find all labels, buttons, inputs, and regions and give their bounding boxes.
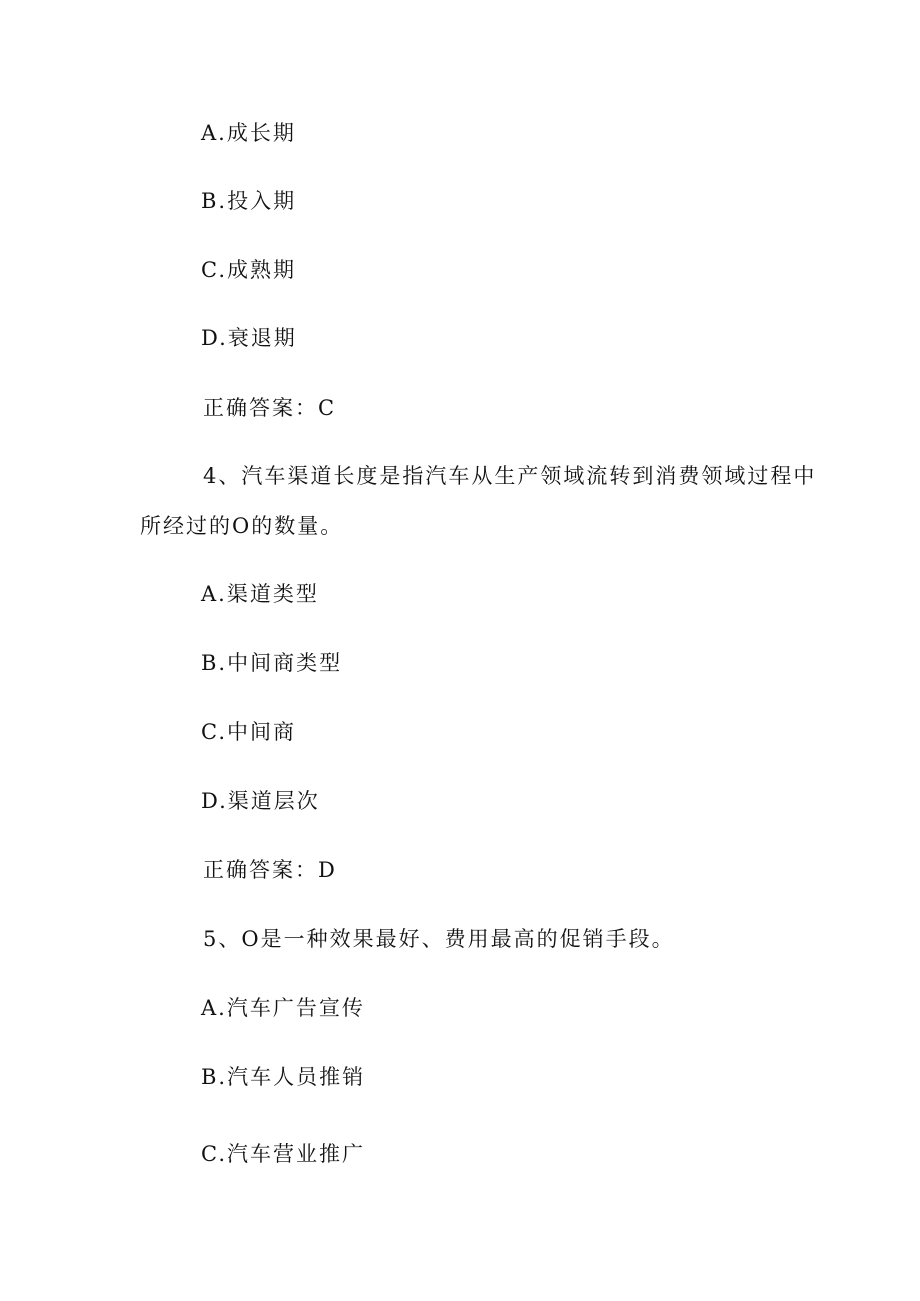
q4-option-d: D.渠道层次	[201, 789, 320, 813]
q4-question-line1: 4、汽车渠道长度是指汽车从生产领域流转到消费领域过程中	[203, 464, 817, 488]
q5-question: 5、O是一种效果最好、费用最高的促销手段。	[203, 927, 675, 951]
q4-option-a: A.渠道类型	[201, 582, 319, 606]
q3-option-b: B.投入期	[201, 189, 297, 213]
q5-option-a: A.汽车广告宣传	[201, 996, 365, 1020]
q3-option-a: A.成长期	[201, 121, 296, 145]
q4-question-line2: 所经过的O的数量。	[140, 514, 344, 538]
q4-answer: 正确答案：D	[203, 858, 337, 882]
q3-option-d: D.衰退期	[201, 326, 297, 350]
q5-option-b: B.汽车人员推销	[201, 1065, 366, 1089]
q4-option-b: B.中间商类型	[201, 651, 343, 675]
q4-option-c: C.中间商	[201, 720, 296, 744]
q3-answer: 正确答案：C	[203, 396, 337, 420]
q3-option-c: C.成熟期	[201, 258, 296, 282]
q5-option-c: C.汽车营业推广	[201, 1142, 365, 1166]
